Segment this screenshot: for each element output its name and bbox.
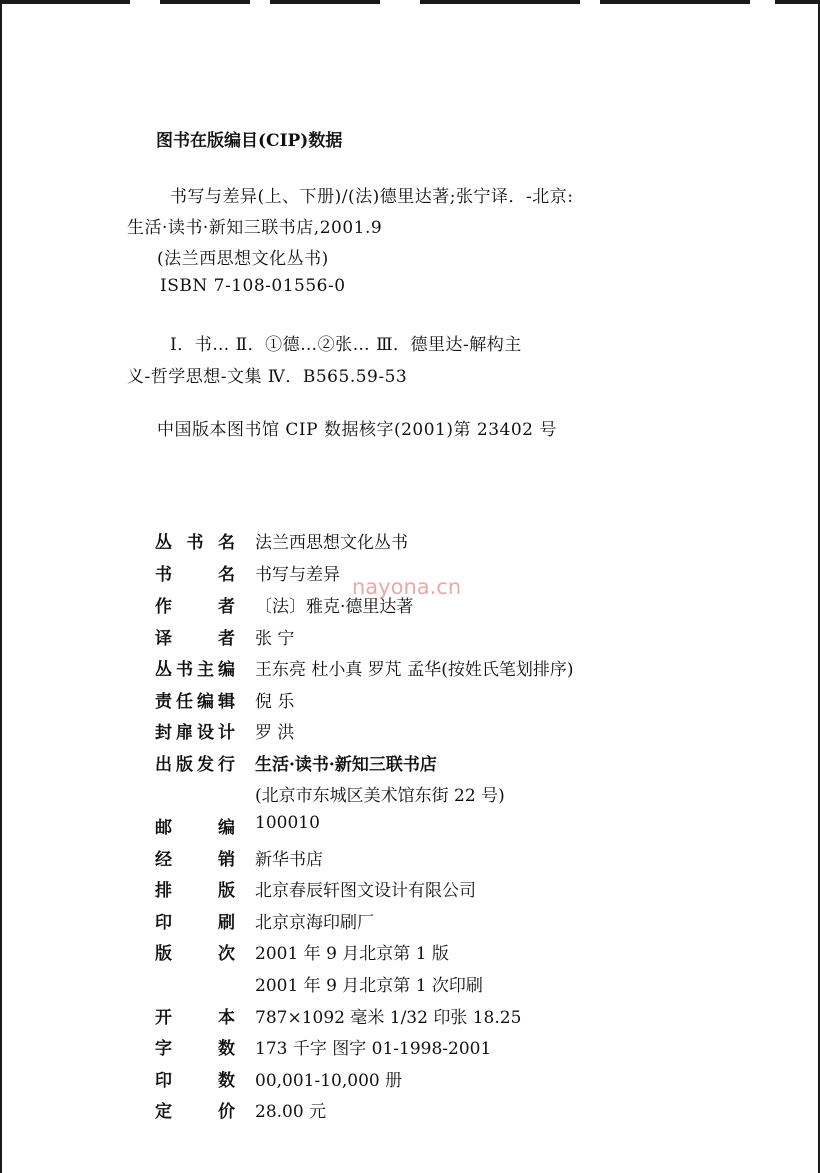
- info-label-text: 字: [155, 1039, 172, 1059]
- info-value: 书写与差异: [255, 565, 340, 585]
- info-label-char: 数: [218, 1071, 235, 1091]
- info-value: 28.00 元: [255, 1102, 327, 1122]
- info-value: 北京春辰轩图文设计有限公司: [255, 881, 476, 901]
- info-label-char: 计: [218, 723, 235, 743]
- info-label-char: 任: [176, 692, 193, 712]
- info-value: 倪 乐: [255, 692, 295, 712]
- info-label-text: 出: [155, 755, 172, 775]
- top-edge-mark: [270, 0, 380, 4]
- info-label: [155, 718, 235, 743]
- info-label: [155, 1066, 235, 1091]
- info-label-char: 者: [218, 629, 235, 649]
- info-label-text: 开: [155, 1008, 172, 1028]
- info-label-char: 辑: [218, 692, 235, 712]
- info-label-char: 编: [218, 660, 235, 680]
- top-edge-mark: [160, 0, 250, 4]
- top-edge-mark: [775, 0, 820, 4]
- info-label-char: 数: [218, 1039, 235, 1059]
- info-value: 北京京海印刷厂: [255, 913, 374, 933]
- info-value: 2001 年 9 月北京第 1 次印刷: [255, 976, 483, 996]
- info-label-char: 销: [218, 850, 235, 870]
- cip-line: 中国版本图书馆 CIP 数据核字(2001)第 23402 号: [157, 420, 557, 440]
- info-label-text: 译: [155, 629, 172, 649]
- info-label: [155, 1034, 235, 1059]
- info-value: 生活·读书·新知三联书店: [255, 755, 437, 775]
- info-label: [155, 624, 235, 649]
- info-label: [155, 813, 235, 838]
- info-label-char: 名: [218, 565, 235, 585]
- info-label-text: 邮: [155, 818, 172, 838]
- info-label: [155, 939, 235, 964]
- info-label-char: 设: [197, 723, 214, 743]
- info-label-char: 扉: [176, 723, 193, 743]
- info-label-char: 书: [176, 660, 193, 680]
- info-label-char: 名: [218, 533, 235, 553]
- info-label-char: 者: [218, 597, 235, 617]
- info-label-char: 价: [218, 1102, 235, 1122]
- cip-line: 生活·读书·新知三联书店,2001.9: [127, 218, 383, 238]
- top-edge-mark: [420, 0, 580, 4]
- info-label: [155, 1003, 235, 1028]
- info-value: 787×1092 毫米 1/32 印张 18.25: [255, 1008, 522, 1028]
- info-label-text: 书: [155, 565, 172, 585]
- info-label: [155, 655, 235, 680]
- info-label-char: 书: [186, 533, 204, 553]
- info-value: 2001 年 9 月北京第 1 版: [255, 944, 449, 964]
- info-label-char: 刷: [218, 913, 235, 933]
- info-label: [155, 1097, 235, 1122]
- cip-line: 书写与差异(上、下册)/(法)德里达著;张宁译．-北京:: [170, 187, 574, 207]
- info-label-char: 本: [218, 1008, 235, 1028]
- info-label-text: 封: [155, 723, 172, 743]
- info-label-text: 版: [155, 944, 172, 964]
- top-edge-mark: [600, 0, 750, 4]
- info-label: [155, 908, 235, 933]
- info-label-text: 排: [155, 881, 172, 901]
- info-value: 张 宁: [255, 629, 295, 649]
- info-label: [155, 845, 235, 870]
- info-value: (北京市东城区美术馆东街 22 号): [255, 786, 505, 806]
- info-label-text: 印: [155, 913, 172, 933]
- info-label-text: 丛: [155, 660, 172, 680]
- cip-line: ISBN 7-108-01556-0: [160, 276, 346, 296]
- info-label: [155, 528, 235, 553]
- info-value: 法兰西思想文化丛书: [255, 533, 408, 553]
- cip-line: Ⅰ．书… Ⅱ．①德…②张… Ⅲ．德里达-解构主: [170, 335, 522, 355]
- info-label: [155, 592, 235, 617]
- info-label: [155, 687, 235, 712]
- info-label-char: 次: [218, 944, 235, 964]
- info-label: [155, 750, 235, 775]
- info-label-char: 版: [176, 755, 193, 775]
- info-label-char: 主: [197, 660, 214, 680]
- info-value: 173 千字 图字 01-1998-2001: [255, 1039, 492, 1059]
- info-label-text: 印: [155, 1071, 172, 1091]
- info-label-char: 行: [218, 755, 235, 775]
- cip-title: 图书在版编目(CIP)数据: [156, 131, 343, 151]
- info-value: 新华书店: [255, 850, 323, 870]
- info-label-char: 编: [197, 692, 214, 712]
- info-value: 〔法〕雅克·德里达著: [255, 597, 414, 617]
- info-label-char: 发: [197, 755, 214, 775]
- top-edge-mark: [0, 0, 130, 4]
- info-label-text: 经: [155, 850, 172, 870]
- cip-line: 义-哲学思想-文集 Ⅳ．B565.59-53: [127, 367, 408, 387]
- info-label-char: 版: [218, 881, 235, 901]
- info-label-text: 作: [155, 597, 172, 617]
- watermark-text: nayona.cn: [352, 575, 462, 599]
- info-label-text: 丛: [155, 533, 172, 553]
- info-label: [155, 560, 235, 585]
- info-label-text: 定: [155, 1102, 172, 1122]
- info-value: 王东亮 杜小真 罗芃 孟华(按姓氏笔划排序): [255, 660, 574, 680]
- info-value: 罗 洪: [255, 723, 295, 743]
- info-value: 100010: [255, 813, 320, 833]
- info-label-text: 责: [155, 692, 172, 712]
- info-value: 00,001-10,000 册: [255, 1071, 403, 1091]
- info-label: [155, 876, 235, 901]
- info-label-char: 编: [218, 818, 235, 838]
- cip-line: (法兰西思想文化丛书): [157, 249, 329, 269]
